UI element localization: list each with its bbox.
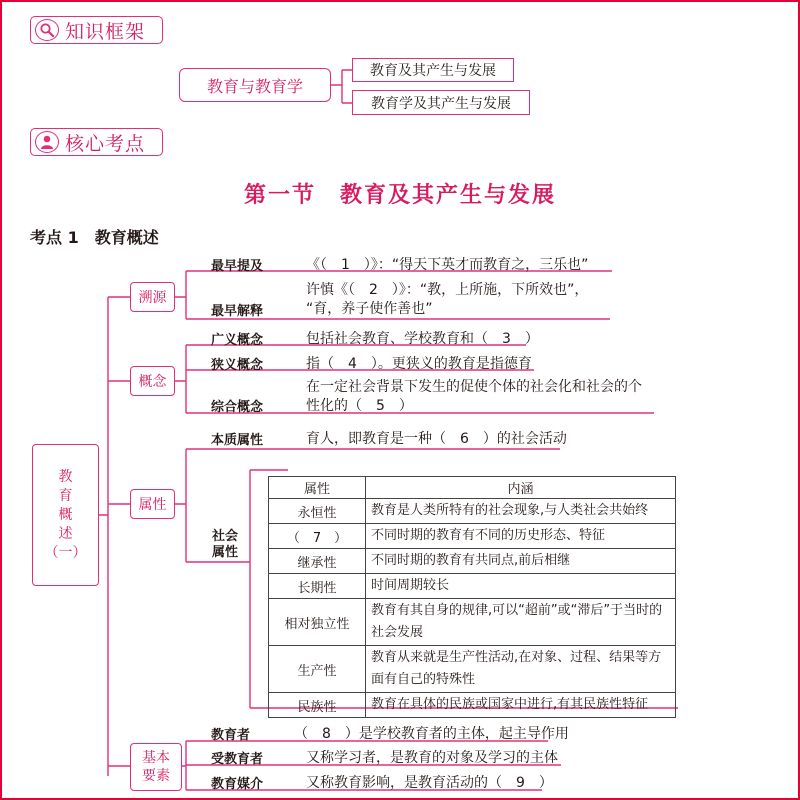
- table-cell-attribute: 生产性: [269, 646, 366, 693]
- table-cell-meaning: 教育是人类所特有的社会现象,与人类社会共始终: [366, 499, 676, 524]
- element-label: 教育媒介: [211, 777, 264, 792]
- social-attribute-table: [268, 476, 676, 718]
- origin-text: 《（ 1 ）》：“得天下英才而教育之，三乐也”: [306, 257, 589, 273]
- center-node-char: 概: [58, 506, 73, 523]
- social-attribute-line: 属性: [212, 545, 239, 560]
- element-label: 受教育者: [211, 752, 264, 767]
- origin-label: 最早提及: [211, 259, 264, 274]
- concept-text: 在一定社会背景下发生的促使个体的社会化和社会的个: [306, 379, 642, 395]
- table-cell-attribute: 继承性: [269, 549, 366, 574]
- essence-attribute-text: 育人，即教育是一种（ 6 ）的社会活动: [306, 431, 567, 447]
- element-text: （ 8 ）是学校教育者的主体，起主导作用: [294, 726, 569, 742]
- category-elements-line: 基本: [142, 750, 170, 766]
- concept-label: 广义概念: [211, 333, 264, 348]
- table-cell-attribute: 民族性: [269, 693, 366, 718]
- table-header-row: [269, 477, 676, 499]
- table-cell-meaning: 不同时期的教育有共同点,前后相继: [366, 549, 676, 574]
- concept-label: 狭义概念: [211, 358, 264, 373]
- section-title: 第一节 教育及其产生与发展: [243, 182, 556, 208]
- origin-text: 许慎《（ 2 ）》：“教，上所施，下所效也”，: [306, 282, 589, 298]
- center-node-char: 述: [58, 525, 73, 542]
- table-row: [269, 646, 676, 693]
- table-cell-meaning: 教育有其自身的规律,可以“超前”或“滞后”于当时的社会发展: [366, 599, 676, 646]
- element-text: 又称学习者，是教育的对象及学习的主体: [306, 750, 558, 766]
- origin-text-cont: “育，养子使作善也”: [306, 301, 433, 317]
- table-header: 内涵: [366, 477, 676, 499]
- table-cell-meaning: 教育从来就是生产性活动,在对象、过程、结果等方面有自己的特殊性: [366, 646, 676, 693]
- center-node-education-overview: [32, 444, 99, 586]
- concept-text: 包括社会教育、学校教育和（ 3 ）: [306, 331, 539, 347]
- center-node-char: 育: [58, 487, 73, 504]
- table-cell-attribute: 永恒性: [269, 499, 366, 524]
- mindmap-branch: 教育及其产生与发展: [352, 58, 514, 82]
- category-concept: 概念: [130, 366, 175, 396]
- header-label: 核心考点: [65, 132, 146, 155]
- element-text: 又称教育影响，是教育活动的（ 9 ）: [306, 775, 553, 791]
- table-row: [269, 549, 676, 574]
- table-row: [269, 524, 676, 549]
- table-row: [269, 574, 676, 599]
- origin-label: 最早解释: [211, 304, 264, 319]
- table-row: [269, 499, 676, 524]
- category-elements-line: 要素: [142, 768, 170, 784]
- social-attribute-line: 社会: [212, 529, 239, 544]
- header-label: 知识框架: [65, 20, 146, 43]
- element-label: 教育者: [211, 728, 251, 743]
- table-cell-meaning: 不同时期的教育有不同的历史形态、特征: [366, 524, 676, 549]
- center-node-char: 教: [58, 468, 73, 485]
- table-row: [269, 693, 676, 718]
- concept-text-cont: 性化的（ 5 ）: [306, 398, 413, 414]
- table-cell-attribute: （ 7 ）: [269, 524, 366, 549]
- social-attribute-label: [212, 529, 238, 561]
- concept-label: 综合概念: [211, 400, 264, 415]
- exam-point-heading: 考点 1 教育概述: [30, 228, 159, 247]
- table-cell-attribute: 长期性: [269, 574, 366, 599]
- category-origin: 溯源: [130, 282, 175, 312]
- essence-attribute-label: 本质属性: [211, 433, 264, 448]
- concept-text: 指（ 4 ）。更狭义的教育是指德育: [306, 356, 532, 372]
- table-row: [269, 599, 676, 646]
- category-elements: [130, 743, 182, 791]
- mindmap-root: 教育与教育学: [179, 68, 331, 102]
- table-header: 属性: [269, 477, 366, 499]
- mindmap-branch: 教育学及其产生与发展: [352, 90, 530, 115]
- center-node-char: （一）: [44, 544, 87, 561]
- table-cell-meaning: 时间周期较长: [366, 574, 676, 599]
- category-attribute: 属性: [130, 489, 175, 519]
- table-cell-attribute: 相对独立性: [269, 599, 366, 646]
- table-cell-meaning: 教育在具体的民族或国家中进行,有其民族性特征: [366, 693, 676, 718]
